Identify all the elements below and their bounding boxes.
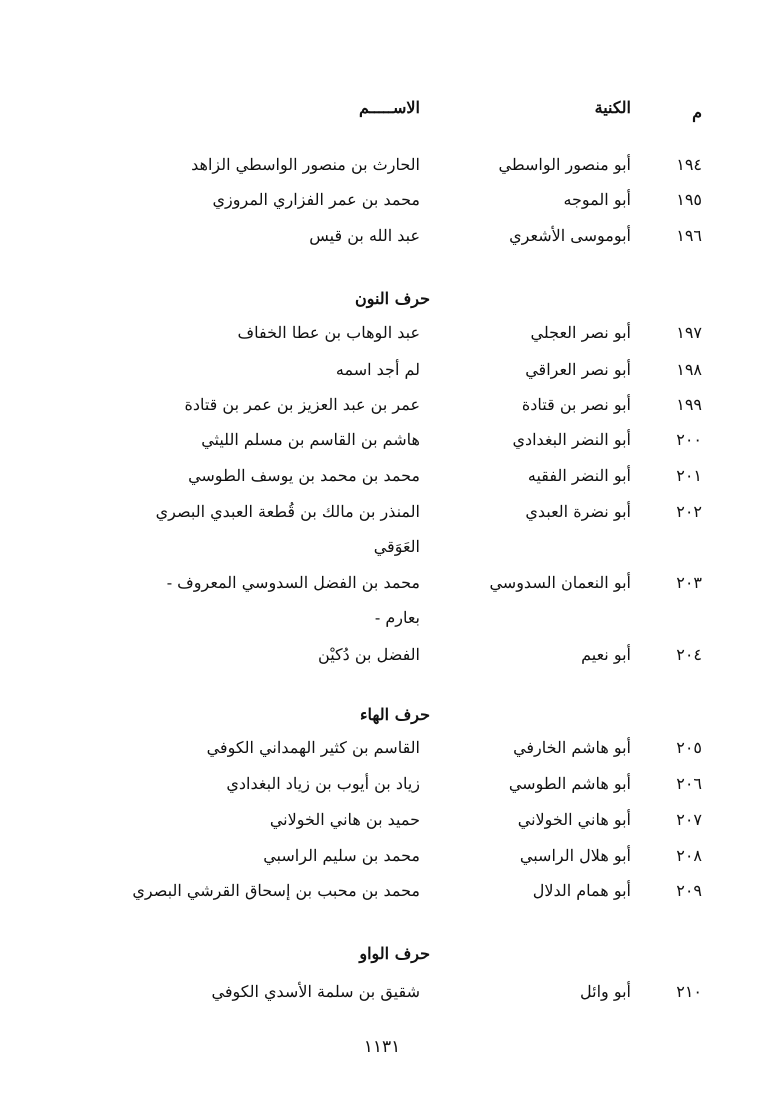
- entry-name: الحارث بن منصور الواسطي الزاهد: [191, 155, 420, 174]
- entry-num: ١٩٦: [676, 226, 702, 245]
- entry-kunya: أبو هاشم الطوسي: [508, 774, 631, 793]
- entry-kunya: أبو الموجه: [563, 190, 631, 209]
- header-name: الاســـــم: [358, 98, 420, 117]
- entry-num: ١٩٤: [676, 155, 702, 174]
- entry-name: لم أجد اسمه: [335, 360, 420, 379]
- entry-kunya: أبو النضر الفقيه: [527, 466, 631, 485]
- entry-name: القاسم بن كثير الهمداني الكوفي: [206, 738, 420, 757]
- entry-num: ٢٠٧: [676, 810, 702, 829]
- entry-num: ٢٠٩: [676, 881, 702, 900]
- entry-num: ٢٠٦: [676, 774, 702, 793]
- header-num: م: [692, 103, 702, 122]
- entry-kunya: أبو نعيم: [581, 645, 631, 664]
- entry-kunya: أبو هاني الخولاني: [517, 810, 631, 829]
- entry-kunya: أبو نصر العراقي: [525, 360, 631, 379]
- entry-kunya: أبو النعمان السدوسي: [489, 573, 631, 592]
- entry-kunya: أبو منصور الواسطي: [498, 155, 631, 174]
- entry-num: ٢٠٤: [676, 645, 702, 664]
- entry-name: محمد بن محمد بن يوسف الطوسي: [188, 466, 420, 485]
- entry-num: ٢٠٠: [676, 430, 702, 449]
- entry-kunya: أبو نضرة العبدي: [525, 502, 631, 521]
- entry-name: الفضل بن دُكيْن: [318, 645, 420, 664]
- entry-name: محمد بن الفضل السدوسي المعروف -: [166, 573, 420, 592]
- entry-name: محمد بن محبب بن إسحاق القرشي البصري: [132, 881, 420, 900]
- entry-kunya: أبو وائل: [580, 982, 631, 1001]
- entry-name-continued: بعارم -: [374, 608, 420, 627]
- entry-kunya: أبو نصر العجلي: [530, 323, 631, 342]
- entry-kunya: أبو هلال الراسبي: [519, 846, 631, 865]
- entry-num: ٢١٠: [676, 982, 702, 1001]
- entry-kunya: أبو النضر البغدادي: [512, 430, 631, 449]
- entry-num: ٢٠٣: [676, 573, 702, 592]
- entry-name: عبد الله بن قيس: [309, 226, 420, 245]
- entry-name: زياد بن أيوب بن زياد البغدادي: [226, 774, 420, 793]
- section-heading-ha: حرف الهاء: [360, 705, 430, 724]
- section-heading-waw: حرف الواو: [359, 944, 430, 963]
- entry-name: حميد بن هاني الخولاني: [269, 810, 420, 829]
- entry-kunya: أبوموسى الأشعري: [509, 226, 631, 245]
- page-number: ١١٣١: [363, 1037, 401, 1057]
- entry-name: محمد بن سليم الراسبي: [263, 846, 420, 865]
- section-heading-nun: حرف النون: [354, 289, 430, 308]
- entry-num: ١٩٨: [676, 360, 702, 379]
- entry-num: ٢٠١: [676, 466, 702, 485]
- entry-num: ٢٠٨: [676, 846, 702, 865]
- entry-name: المنذر بن مالك بن قُطعة العبدي البصري: [155, 502, 420, 521]
- entry-num: ٢٠٢: [676, 502, 702, 521]
- entry-name: عمر بن عبد العزيز بن عمر بن قتادة: [184, 395, 420, 414]
- entry-name: شقيق بن سلمة الأسدي الكوفي: [211, 982, 420, 1001]
- entry-name: عبد الوهاب بن عطا الخفاف: [237, 323, 420, 342]
- entry-num: ٢٠٥: [676, 738, 702, 757]
- entry-name: هاشم بن القاسم بن مسلم الليثي: [201, 430, 420, 449]
- entry-num: ١٩٩: [676, 395, 702, 414]
- entry-kunya: أبو همام الدلال: [532, 881, 631, 900]
- entry-kunya: أبو هاشم الخارفي: [513, 738, 631, 757]
- entry-num: ١٩٧: [676, 323, 702, 342]
- entry-name: محمد بن عمر الفزاري المروزي: [212, 190, 420, 209]
- entry-kunya: أبو نصر بن قتادة: [521, 395, 631, 414]
- entry-name-continued: العَوَقي: [373, 537, 420, 556]
- entry-num: ١٩٥: [676, 190, 702, 209]
- header-kunya: الكنية: [594, 98, 631, 117]
